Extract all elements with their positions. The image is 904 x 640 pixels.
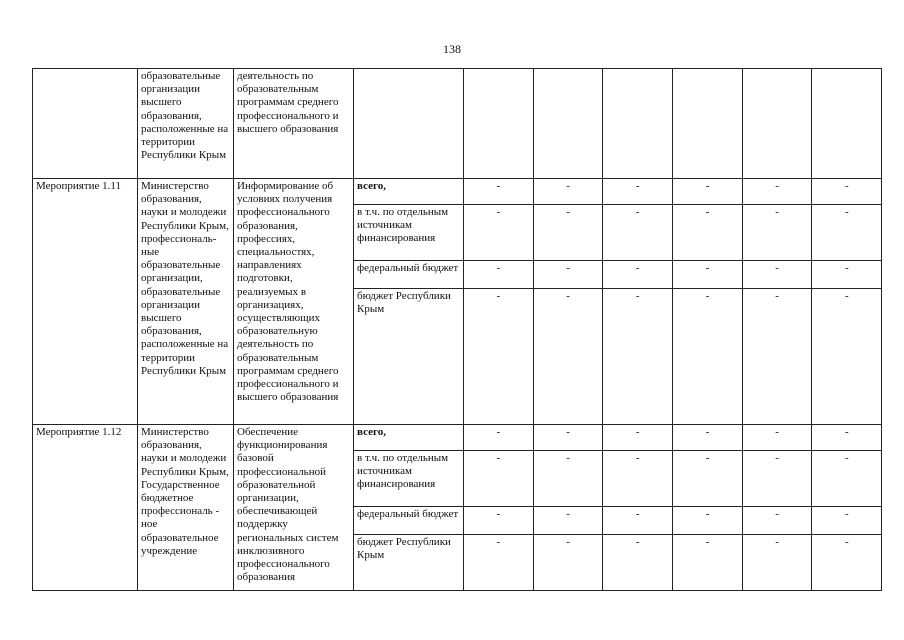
value-cell [533,69,603,179]
value-cell: - [603,535,673,591]
value-cell: - [742,205,812,261]
content-cell: Информирование об условиях получения профессионального образования, профессиях, специальностях, направлениях подготовки, реализуемых в организациях, осуществляющих образовательную деятельность по образовательным программам среднего профессионального и высшего образования [234,179,354,425]
value-cell: - [673,535,743,591]
value-cell: - [464,451,534,507]
value-cell: - [603,205,673,261]
value-cell: - [603,425,673,451]
source-total: всего, [354,425,464,451]
value-cell [742,69,812,179]
page-number: 138 [443,42,461,56]
funding-table [32,68,882,591]
executor-cell: Министерство образования, науки и молодежи Республики Крым, Государственное бюджетное профессиональ - ное образовательное учреждение [138,425,234,591]
value-cell: - [673,425,743,451]
value-cell: - [464,535,534,591]
value-cell: - [742,451,812,507]
executor-cell: образовательные организации высшего образования, расположенные на территории Республики Крым [138,69,234,179]
content-cell: деятельность по образовательным программам среднего профессионального и высшего образования [234,69,354,179]
value-cell: - [673,289,743,425]
value-cell: - [533,425,603,451]
value-cell: - [742,289,812,425]
source-total: всего, [354,179,464,205]
value-cell: - [673,179,743,205]
source-regional: бюджет Республики Крым [354,289,464,425]
value-cell: - [464,261,534,289]
value-cell: - [603,179,673,205]
value-cell [603,69,673,179]
value-cell: - [533,179,603,205]
value-cell: - [603,507,673,535]
source-federal: федеральный бюджет [354,261,464,289]
value-cell [673,69,743,179]
value-cell: - [533,289,603,425]
measure-cell [33,69,138,179]
executor-cell: Министерство образования, науки и молодежи Республики Крым, профессиональ-ные образовательные организации, образовательные организации высшего образования, расположенные на территории Республики Крым [138,179,234,425]
value-cell: - [812,507,882,535]
value-cell: - [533,507,603,535]
value-cell: - [812,289,882,425]
value-cell: - [812,261,882,289]
continuation-row [33,69,882,179]
table-row [33,425,882,451]
value-cell: - [464,507,534,535]
value-cell [812,69,882,179]
content-cell: Обеспечение функционирования базовой профессиональной образовательной организации, обеспечивающей поддержку региональных систем инклюзивного профессионального образования [234,425,354,591]
value-cell: - [533,205,603,261]
value-cell: - [673,507,743,535]
value-cell: - [742,507,812,535]
value-cell: - [603,289,673,425]
source-regional: бюджет Республики Крым [354,535,464,591]
value-cell: - [533,451,603,507]
value-cell: - [673,451,743,507]
value-cell: - [742,261,812,289]
value-cell: - [812,425,882,451]
measure-cell: Мероприятие 1.12 [33,425,138,591]
value-cell: - [812,179,882,205]
source-federal: федеральный бюджет [354,507,464,535]
value-cell: - [464,289,534,425]
value-cell: - [603,261,673,289]
value-cell: - [742,425,812,451]
value-cell: - [812,451,882,507]
value-cell: - [464,205,534,261]
value-cell: - [673,261,743,289]
value-cell: - [812,535,882,591]
table-row [33,179,882,205]
value-cell: - [812,205,882,261]
value-cell: - [533,261,603,289]
value-cell: - [464,179,534,205]
value-cell: - [742,535,812,591]
value-cell: - [533,535,603,591]
value-cell: - [464,425,534,451]
value-cell [464,69,534,179]
measure-cell: Мероприятие 1.11 [33,179,138,425]
source-including: в т.ч. по отдельным источникам финансирования [354,451,464,507]
source-cell [354,69,464,179]
value-cell: - [603,451,673,507]
value-cell: - [742,179,812,205]
source-including: в т.ч. по отдельным источникам финансирования [354,205,464,261]
value-cell: - [673,205,743,261]
